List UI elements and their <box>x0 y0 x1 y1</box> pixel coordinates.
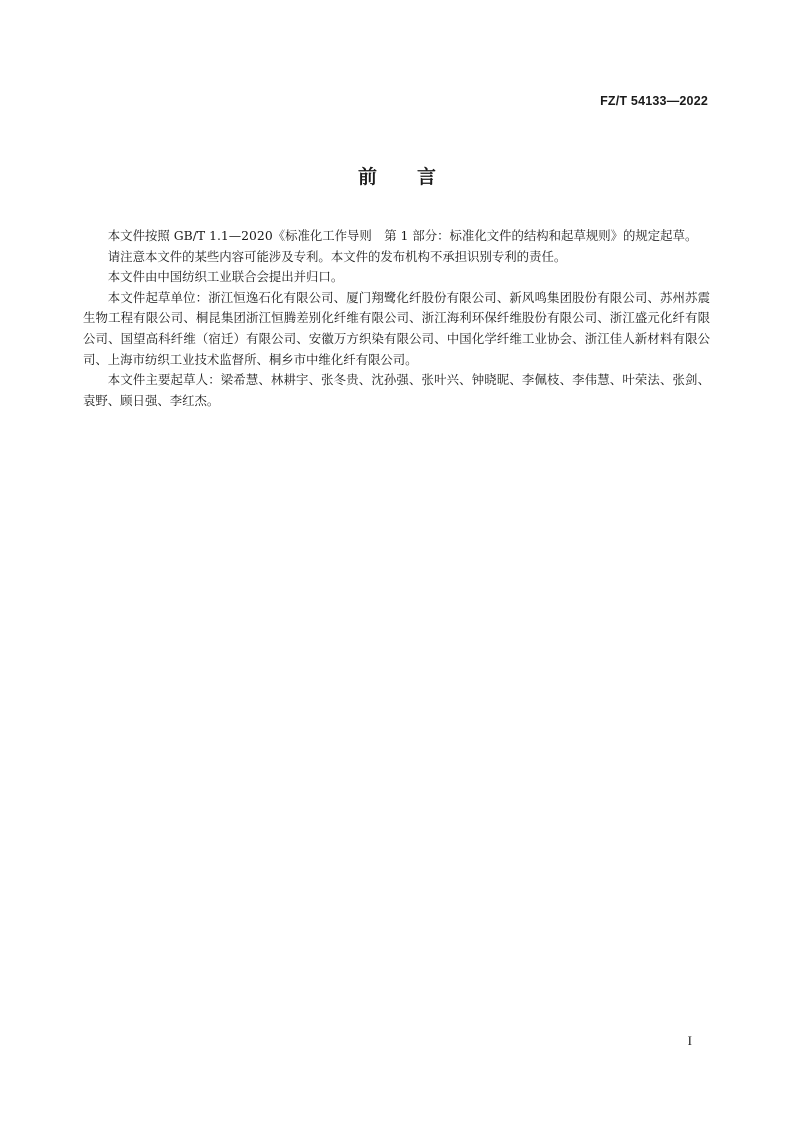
paragraph-drafting-units: 本文件起草单位：浙江恒逸石化有限公司、厦门翔鹭化纤股份有限公司、新风鸣集团股份有限公司、苏州苏震生物工程有限公司、桐昆集团浙江恒腾差别化纤维有限公司、浙江海利环保纤维股份有限公司、浙江盛元化纤有限公司、国望高科纤维（宿迁）有限公司、安徽万方织染有限公司、中国化学纤维工业协会、浙江佳人新材料有限公司、上海市纺织工业技术监督所、桐乡市中维化纤有限公司。 <box>83 289 710 367</box>
title-char-1: 前 <box>357 166 377 188</box>
paragraph-patent-notice: 请注意本文件的某些内容可能涉及专利。本文件的发布机构不承担识别专利的责任。 <box>107 248 567 264</box>
page-number: I <box>687 1033 692 1048</box>
paragraph-proposer: 本文件由中国纺织工业联合会提出并归口。 <box>107 269 344 285</box>
paragraph-drafters: 本文件主要起草人：梁希慧、林耕宇、张冬贵、沈孙强、张叶兴、钟晓昵、李佩枝、李伟慧、叶荣法、张剑、袁野、顾日强、李红杰。 <box>83 372 710 408</box>
title-char-2: 言 <box>417 166 437 188</box>
standard-code: FZ/T 54133—2022 <box>600 94 708 108</box>
page-title <box>0 162 794 189</box>
foreword-body <box>83 226 710 411</box>
paragraph-drafting-rules: 本文件按照 GB/T 1.1—2020《标准化工作导则 第 1 部分：标准化文件的结构和起草规则》的规定起草。 <box>107 228 698 243</box>
